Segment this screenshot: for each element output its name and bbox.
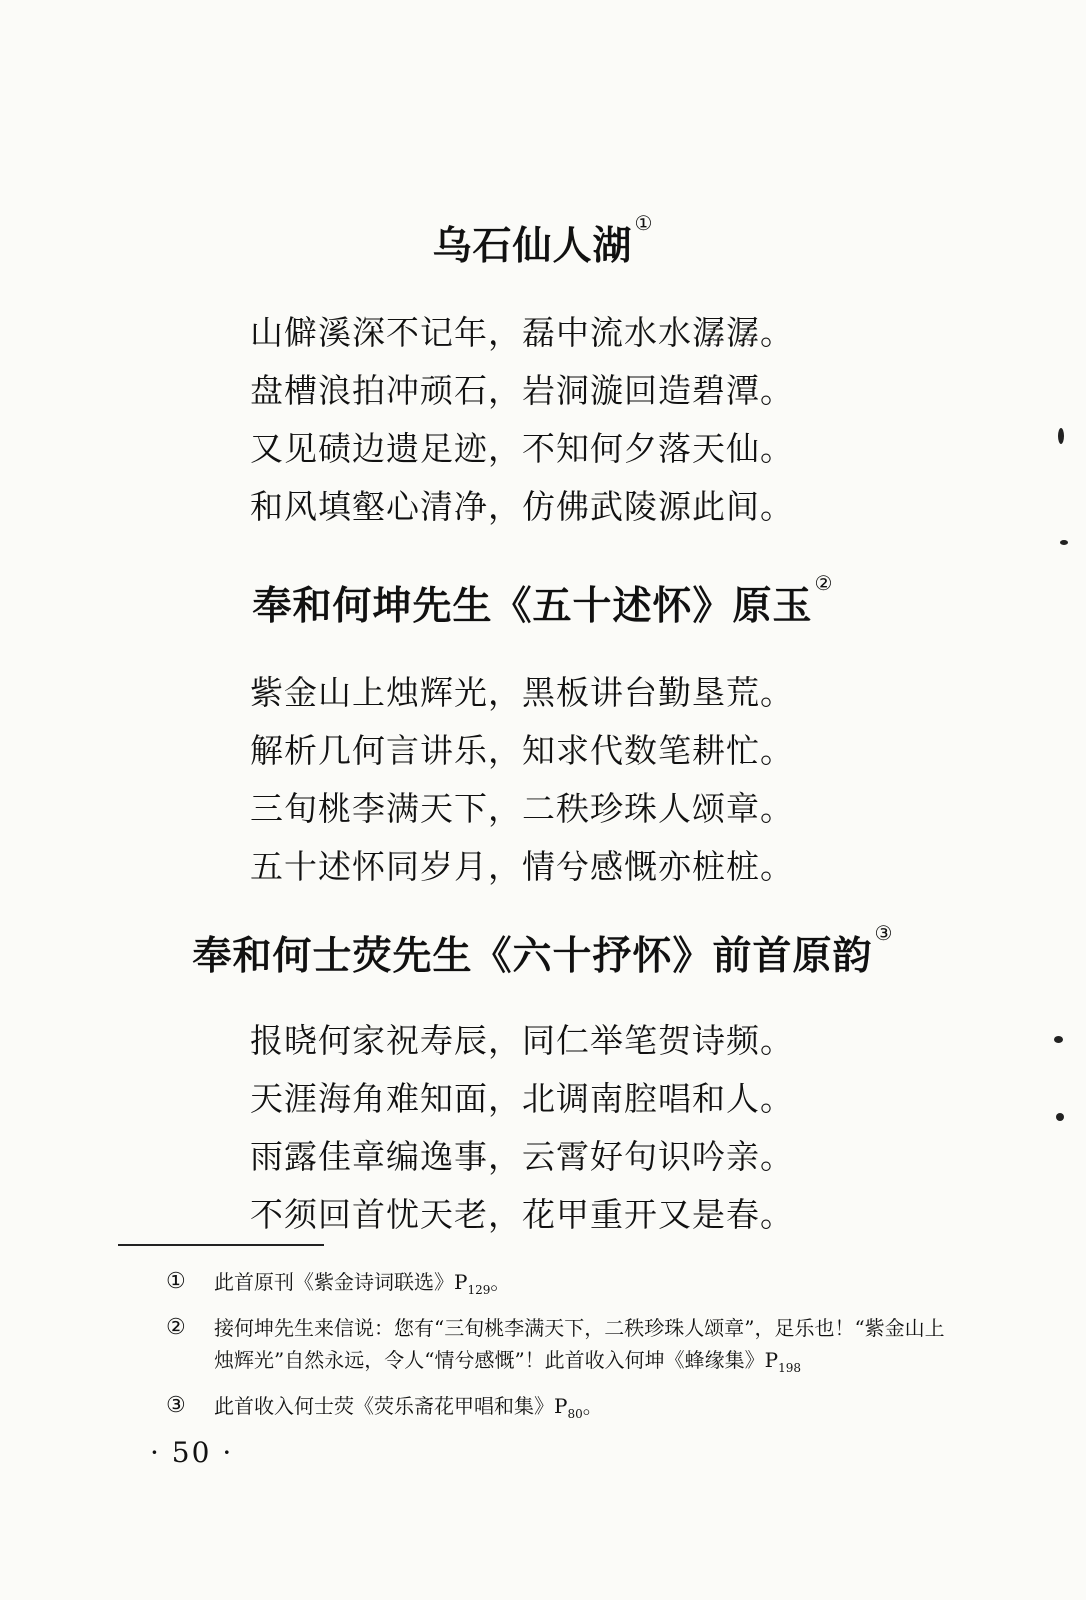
footnote-marker: ① — [166, 1269, 186, 1294]
poem-line: 五十述怀同岁月，情兮感慨亦桩桩。 — [250, 847, 794, 886]
poem-line: 报晓何家祝寿辰，同仁举笔贺诗频。 — [250, 1021, 794, 1060]
poem-line: 紫金山上烛辉光，黑板讲台勤垦荒。 — [250, 673, 794, 712]
poem-line: 和风填壑心清净，仿佛武陵源此间。 — [250, 487, 794, 526]
page-number: · 50 · — [150, 1436, 234, 1469]
poem-line: 盘槽浪拍冲顽石，岩洞漩回造碧潭。 — [250, 371, 794, 410]
scan-speck — [1060, 540, 1068, 545]
poem-line: 解析几何言讲乐，知求代数笔耕忙。 — [250, 731, 794, 770]
poem-line: 天涯海角难知面，北调南腔唱和人。 — [250, 1079, 794, 1118]
poem-title — [0, 921, 1086, 981]
poem-title-text: 乌石仙人湖 — [432, 224, 633, 269]
poem-line: 三旬桃李满天下，二秩珍珠人颂章。 — [250, 789, 794, 828]
poem-line: 雨露佳章编逸事，云霄好句识吟亲。 — [250, 1137, 794, 1176]
poem-line: 不须回首忧天老，花甲重开又是春。 — [250, 1195, 794, 1234]
poem-body — [250, 664, 794, 896]
footnote-reference: ② — [814, 571, 834, 595]
poem-line: 山僻溪深不记年，磊中流水水潺潺。 — [250, 313, 794, 352]
scan-speck — [1058, 428, 1064, 444]
poem-title — [0, 571, 1086, 631]
footnote-body: 此首收入何士荧《荧乐斋花甲唱和集》P — [214, 1394, 568, 1418]
page-reference: 129 — [467, 1283, 491, 1297]
footnote-reference: ① — [634, 211, 654, 235]
footnote — [166, 1266, 956, 1306]
footnote — [166, 1390, 956, 1430]
footnote-tail: 。 — [582, 1394, 603, 1418]
footnote-body: 接何坤先生来信说：您有“三旬桃李满天下，二秩珍珠人颂章”，足乐也！“紫金山上烛辉光”自然永远，令人“情兮感慨”！此首收入何坤《蜂缘集》P — [214, 1316, 945, 1372]
footnote-text — [214, 1394, 603, 1421]
footnote-text — [214, 1270, 511, 1297]
scan-speck — [1054, 1036, 1063, 1043]
footnote-reference: ③ — [874, 921, 894, 945]
scan-speck — [1056, 1113, 1064, 1121]
poem-title-text: 奉和何坤先生《五十述怀》原玉 — [252, 584, 813, 629]
page-reference: 198 — [778, 1361, 802, 1375]
footnote-body: 此首原刊《紫金诗词联选》P — [214, 1270, 468, 1294]
poem-body — [250, 1012, 794, 1244]
footnotes — [166, 1266, 956, 1436]
poem-title-text: 奉和何士荧先生《六十抒怀》前首原韵 — [192, 934, 873, 979]
poem-title — [0, 211, 1086, 271]
page-reference: 80 — [567, 1407, 583, 1421]
footnote-text — [214, 1316, 945, 1375]
poem-line: 又见碛边遗足迹，不知何夕落天仙。 — [250, 429, 794, 468]
poem-body — [250, 304, 794, 536]
footnote-marker: ③ — [166, 1393, 186, 1418]
footnote-tail: 。 — [490, 1270, 511, 1294]
footnote-divider — [118, 1244, 324, 1246]
footnote-marker: ② — [166, 1315, 186, 1340]
footnote — [166, 1312, 956, 1384]
